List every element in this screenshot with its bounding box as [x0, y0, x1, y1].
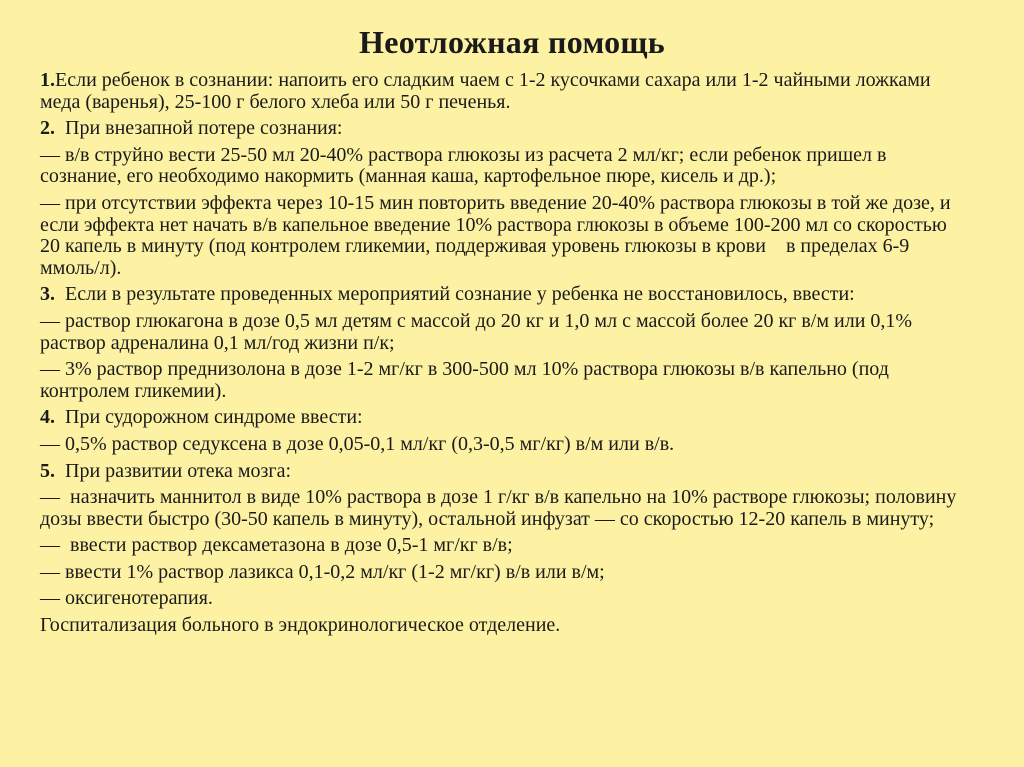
item-text: — 3% раствор преднизолона в дозе 1-2 мг/кг в 300-500 мл 10% раствора глюкозы в/в капельно (под контролем гликемии).	[40, 358, 889, 402]
item-2-sub-2	[40, 193, 970, 279]
item-3	[40, 284, 970, 306]
item-text: Если в результате проведенных мероприятий сознание у ребенка не восстановилось, ввести:	[55, 283, 855, 306]
item-text: — в/в струйно вести 25-50 мл 20-40% раствора глюкозы из расчета 2 мл/кг; если ребенок пришел в сознание, его необходимо накормить (манная каша, картофельное пюре, кисель и др.);	[40, 143, 887, 188]
item-5	[40, 461, 970, 483]
item-text: — 0,5% раствор седуксена в дозе 0,05-0,1 мл/кг (0,3-0,5 мг/кг) в/м или в/в.	[40, 432, 675, 455]
item-number: 5.	[40, 459, 55, 482]
item-4	[40, 407, 970, 429]
closing-note	[40, 615, 970, 637]
item-number: 4.	[40, 406, 55, 429]
item-text: — раствор глюкагона в дозе 0,5 мл детям с массой до 20 кг и 1,0 мл с массой более 20 кг в/м или 0,1% раствор адреналина 0,1 мл/год жизни п/к;	[40, 309, 913, 354]
item-4-sub-1	[40, 434, 970, 456]
item-text: — назначить маннитол в виде 10% раствора в дозе 1 г/кг в/в капельно на 10% растворе глюкозы; половину дозы ввести быстро (30-50 капель в минуту), остальной инфузат — со скоростью 12-20 капель в минуту;	[40, 486, 962, 530]
item-text: Госпитализация больного в эндокринологическое отделение.	[40, 614, 561, 637]
item-text: — оксигенотерапия.	[40, 587, 213, 610]
item-5-sub-1	[40, 487, 970, 530]
item-3-sub-2	[40, 359, 970, 402]
page-title: Неотложная помощь	[359, 24, 665, 60]
item-text: Если ребенок в сознании: напоить его сладким чаем с 1-2 кусочками сахара или 1-2 чайными ложками меда (варенья), 25-100 г белого хлеба или 50 г печенья.	[40, 69, 931, 113]
item-2	[40, 118, 970, 140]
item-text: — при отсутствии эффекта через 10-15 мин повторить введение 20-40% раствора глюкозы в той же дозе, и если эффекта нет начать в/в капельное введение 10% раствора глюкозы в объеме 100-200 мл со скоростью 20 капель в минуту (под контролем гликемии, поддерживая уровень глюкозы в крови в пределах 6-9 ммоль/л).	[40, 191, 956, 279]
item-text: — ввести 1% раствор лазикса 0,1-0,2 мл/кг (1-2 мг/кг) в/в или в/м;	[40, 560, 605, 583]
item-2-sub-1	[40, 145, 970, 188]
item-text: — ввести раствор дексаметазона в дозе 0,5-1 мг/кг в/в;	[40, 534, 513, 557]
item-5-sub-2	[40, 535, 970, 557]
item-3-sub-1	[40, 311, 970, 354]
item-5-sub-3	[40, 562, 970, 584]
item-text: При развитии отека мозга:	[55, 459, 292, 482]
item-number: 1.	[40, 69, 55, 91]
content-body	[40, 70, 970, 642]
item-number: 3.	[40, 283, 55, 306]
item-text: При судорожном синдроме ввести:	[55, 406, 363, 429]
item-text: При внезапной потере сознания:	[55, 117, 343, 140]
item-number: 2.	[40, 117, 55, 140]
item-5-sub-4	[40, 588, 970, 610]
item-1	[40, 70, 970, 113]
